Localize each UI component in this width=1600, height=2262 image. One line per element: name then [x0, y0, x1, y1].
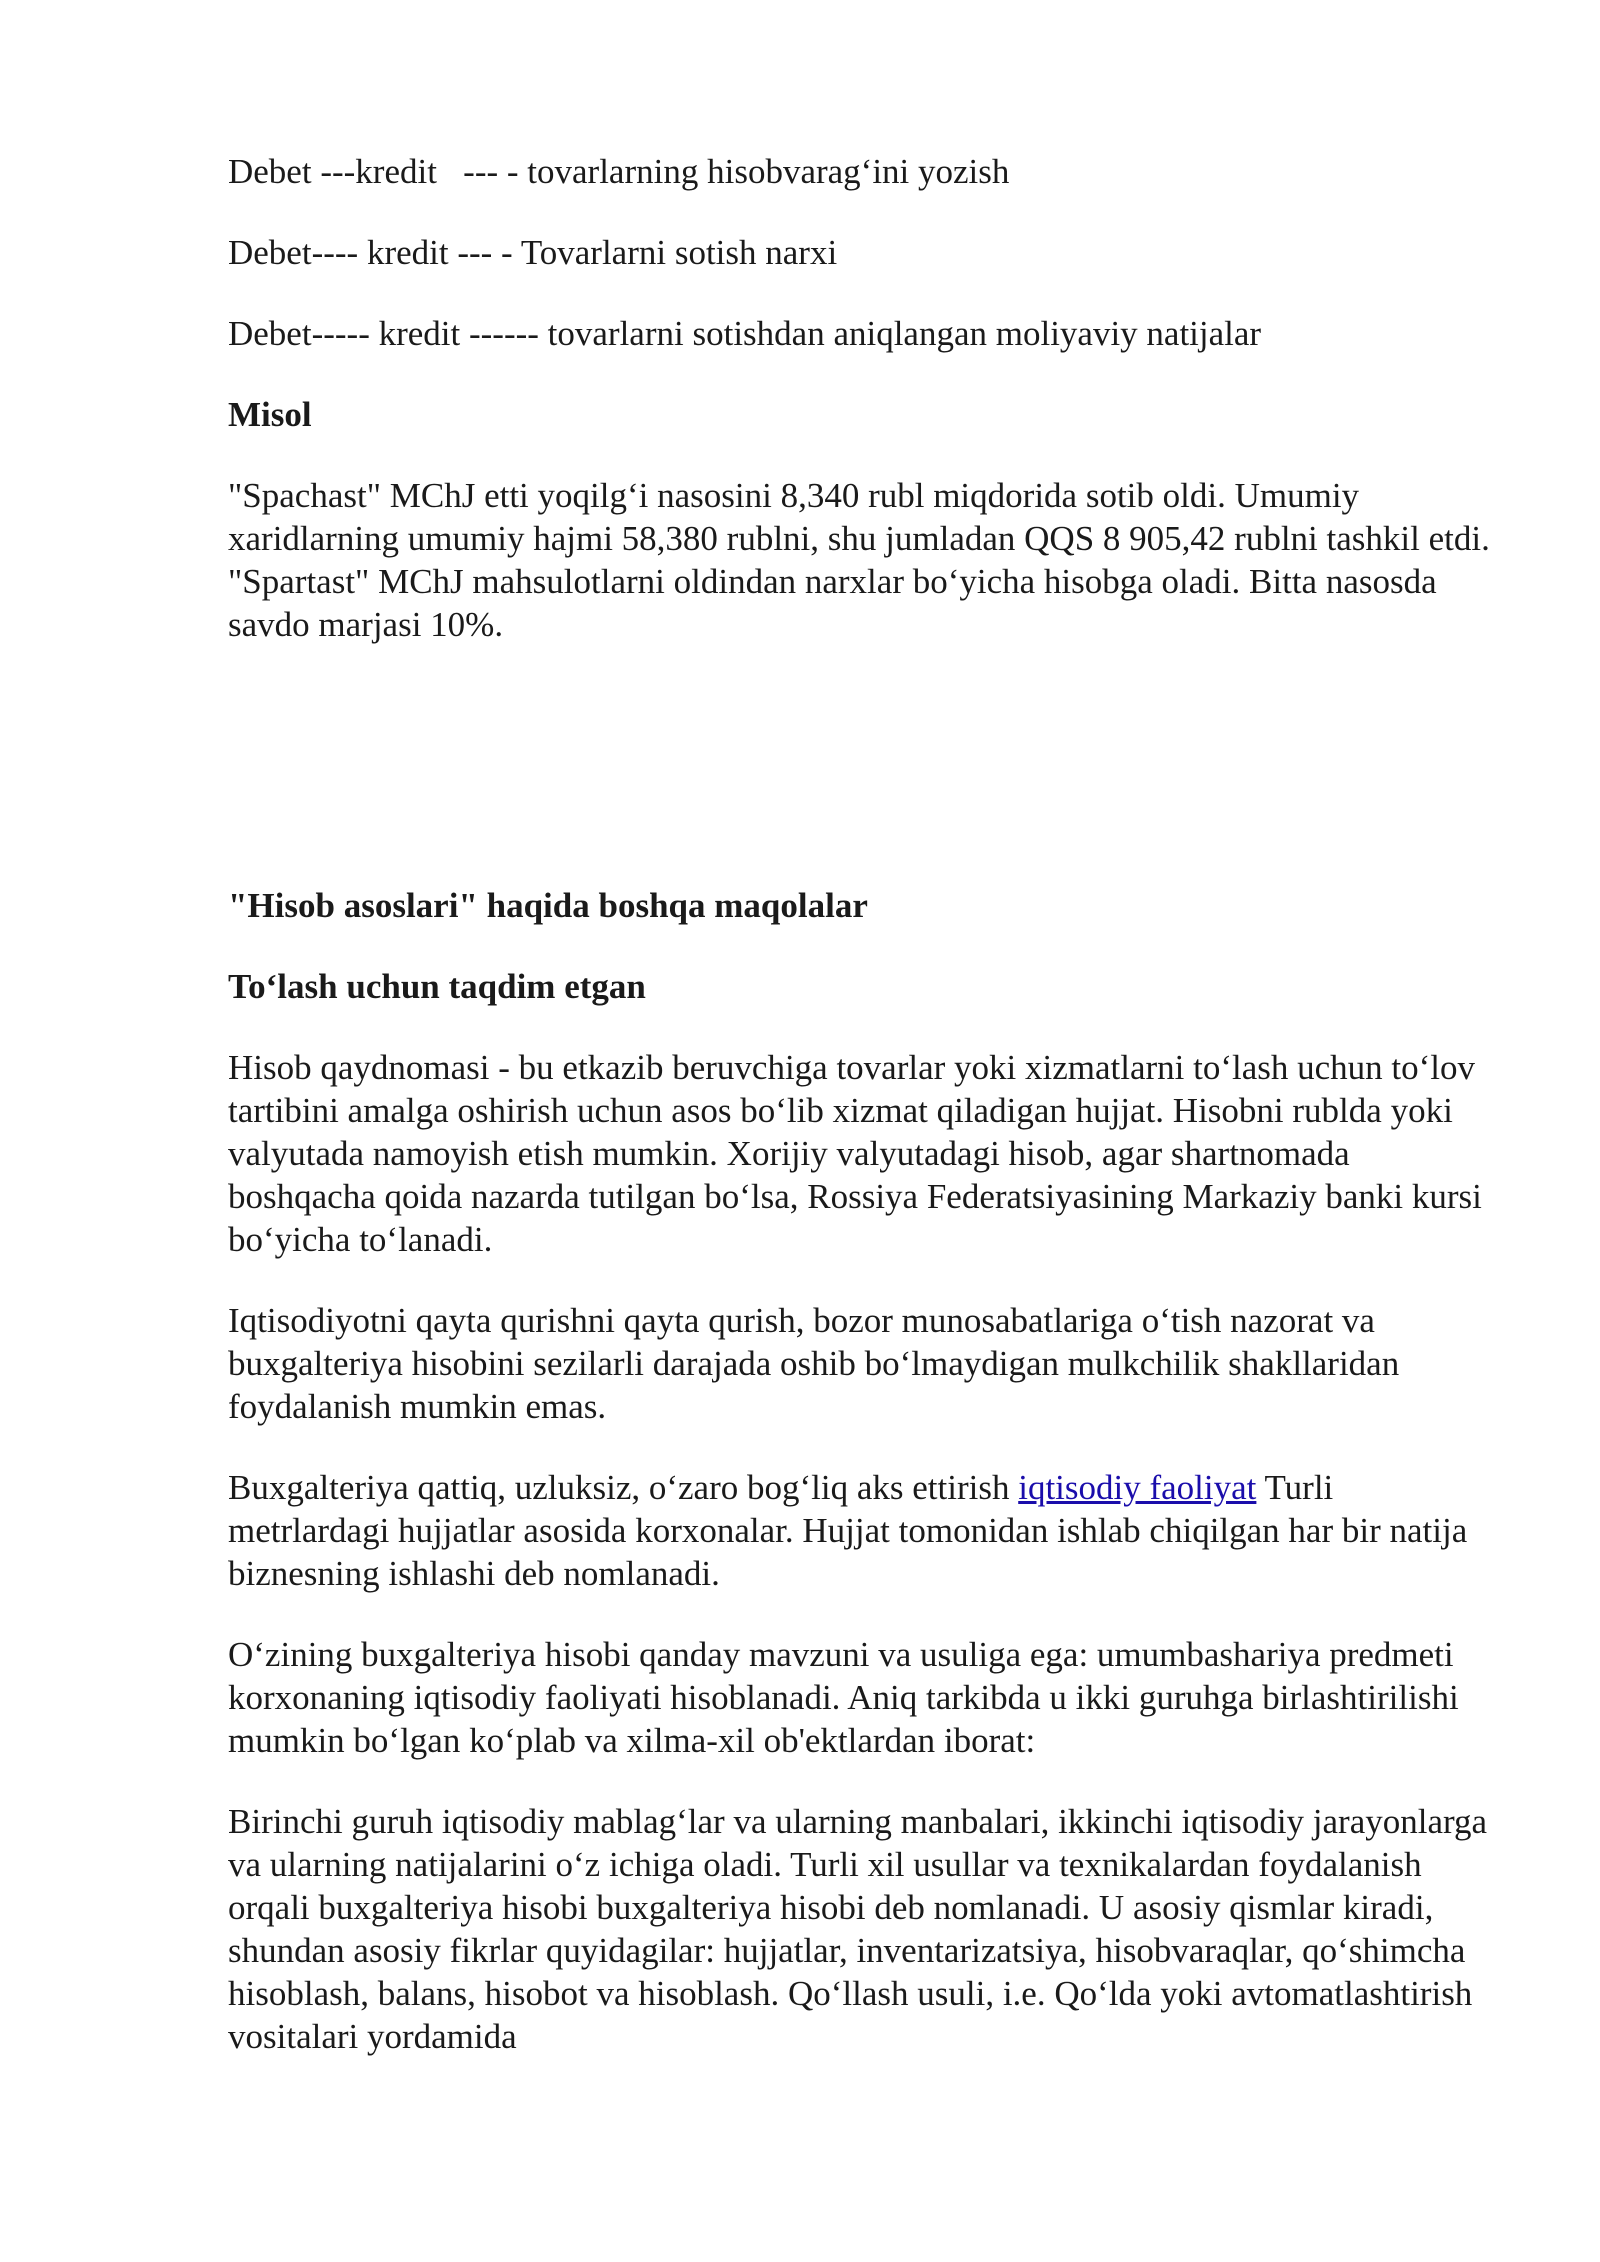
- example-paragraph: "Spachast" MChJ etti yoqilg‘i nasosini 8,340 rubl miqdorida sotib oldi. Umumiy xaridlarning umumiy hajmi 58,380 rublni, shu jumladan QQS 8 905,42 rublni tashkil etdi. "Spartast" MChJ mahsulotlarni oldindan narxlar bo‘yicha hisobga oladi. Bitta nasosda savdo marjasi 10%.: [228, 476, 1490, 644]
- paragraph-4: O‘zining buxgalteriya hisobi qanday mavzuni va usuliga ega: umumbashariya predmeti korxonaning iqtisodiy faoliyati hisoblanadi. Aniq tarkibda u ikki guruhga birlashtirilishi mumkin bo‘lgan ko‘plab va xilma-xil ob'ektlardan iborat:: [228, 1635, 1459, 1760]
- entry-line-1: Debet ---kredit --- - tovarlarning hisobvarag‘ini yozish: [228, 152, 1010, 191]
- paragraph-3: [228, 1466, 1498, 1595]
- paragraph-3-text-end: Turli metrlardagi hujjatlar asosida korxonalar. Hujjat tomonidan ishlab chiqilgan har bir natija biznesning ishlashi deb nomlanadi.: [228, 1468, 1468, 1593]
- document-page: [228, 150, 1498, 2096]
- paragraph-5: Birinchi guruh iqtisodiy mablag‘lar va ularning manbalari, ikkinchi iqtisodiy jarayonlarga va ularning natijalarini o‘z ichiga oladi. Turli xil usullar va texnikalardan foydalanish orqali buxgalteriya hisobi buxgalteriya hisobi deb nomlanadi. U asosiy qismlar kiradi, shundan asosiy fikrlar quyidagilar: hujjatlar, inventarizatsiya, hisobvaraqlar, qo‘shimcha hisoblash, balans, hisobot va hisoblash. Qo‘llash usuli, i.e. Qo‘lda yoki avtomatlashtirish vositalari yordamida: [228, 1802, 1488, 2056]
- entry-line-3: Debet----- kredit ------ tovarlarni sotishdan aniqlangan moliyaviy natijalar: [228, 314, 1262, 353]
- blank-space: [228, 684, 1498, 884]
- article-title: To‘lash uchun taqdim etgan: [228, 967, 646, 1006]
- paragraph-3-text-start: Buxgalteriya qattiq, uzluksiz, o‘zaro bog‘liq aks ettirish: [228, 1468, 1019, 1507]
- example-heading: Misol: [228, 395, 312, 434]
- paragraph-1: Hisob qaydnomasi - bu etkazib beruvchiga tovarlar yoki xizmatlarni to‘lash uchun to‘lov tartibini amalga oshirish uchun asos bo‘lib xizmat qiladigan hujjat. Hisobni rublda yoki valyutada namoyish etish mumkin. Xorijiy valyutadagi hisob, agar shartnomada boshqacha qoida nazarda tutilgan bo‘lsa, Rossiya Federatsiyasining Markaziy banki kursi bo‘yicha to‘lanadi.: [228, 1048, 1482, 1259]
- economic-activity-link[interactable]: iqtisodiy faoliyat: [1018, 1468, 1257, 1507]
- related-articles-heading: "Hisob asoslari" haqida boshqa maqolalar: [228, 886, 868, 925]
- paragraph-2: Iqtisodiyotni qayta qurishni qayta qurish, bozor munosabatlariga o‘tish nazorat va buxgalteriya hisobini sezilarli darajada oshib bo‘lmaydigan mulkchilik shakllaridan foydalanish mumkin emas.: [228, 1301, 1400, 1426]
- entry-line-2: Debet---- kredit --- - Tovarlarni sotish narxi: [228, 233, 838, 272]
